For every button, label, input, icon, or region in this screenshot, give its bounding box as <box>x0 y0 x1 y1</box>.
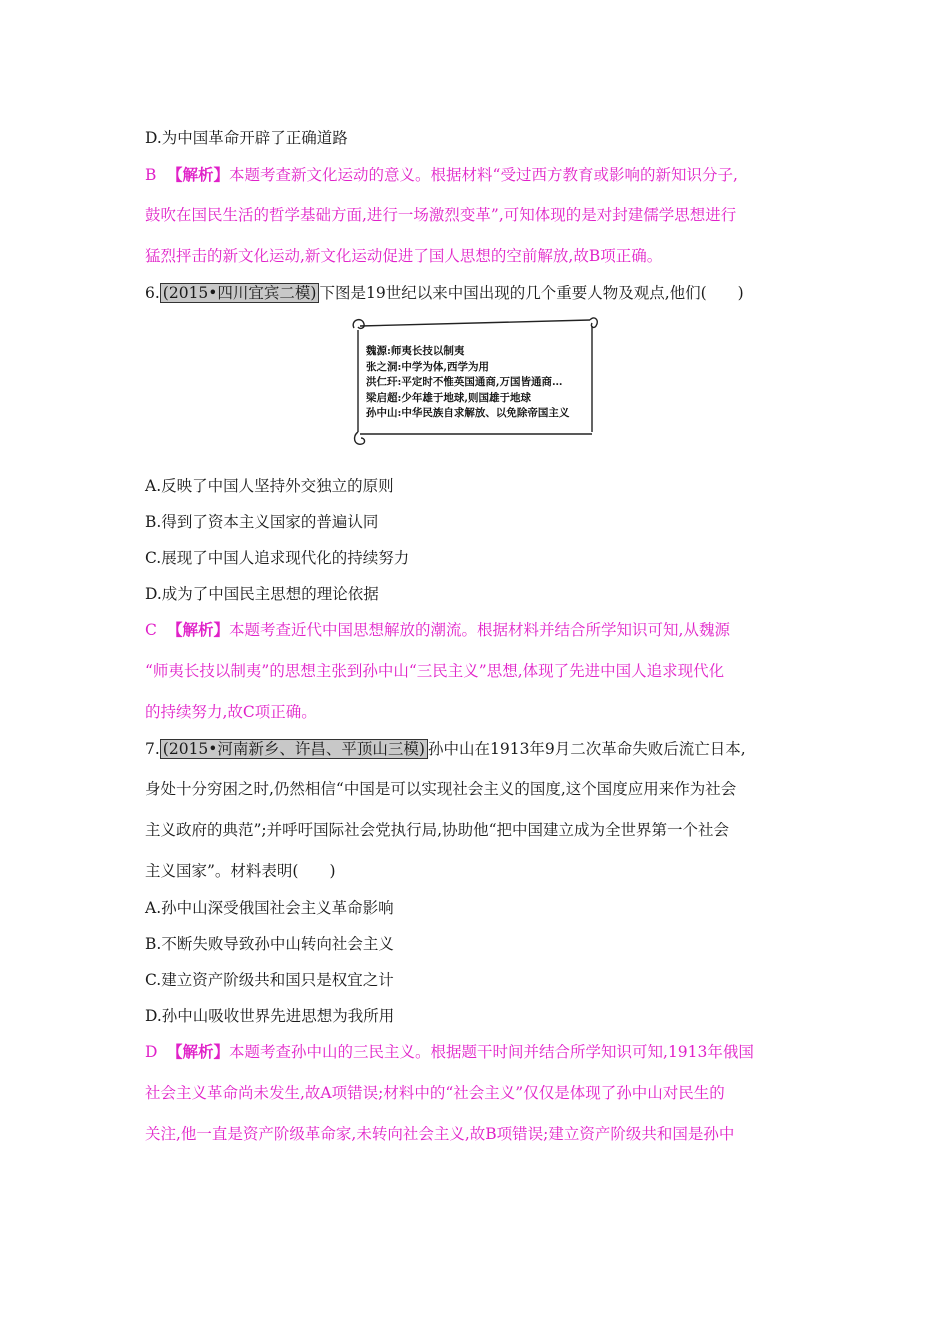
q6-analysis-line-3: 的持续努力,故C项正确。 <box>145 703 317 721</box>
q7-analysis-line-3: 关注,他一直是资产阶级革命家,未转向社会主义,故B项错误;建立资产阶级共和国是孙中 <box>145 1125 735 1143</box>
q6-option-a: A.反映了中国人坚持外交独立的原则 <box>145 477 394 495</box>
q6-option-b: B.得到了资本主义国家的普遍认同 <box>145 513 379 531</box>
q5-analysis-line-2: 鼓吹在国民生活的哲学基础方面,进行一场激烈变革”,可知体现的是对封建儒学思想进行 <box>145 206 737 224</box>
scroll-line-sunzhongshan: 孙中山:中华民族自求解放、以免除帝国主义 <box>366 407 570 420</box>
q5-option-d: D.为中国革命开辟了正确道路 <box>145 129 348 147</box>
scroll-line-zhangzhidong: 张之洞:中学为体,西学为用 <box>366 360 490 373</box>
scroll-figure <box>348 314 602 448</box>
q7-option-a: A.孙中山深受俄国社会主义革命影响 <box>145 899 394 917</box>
q7-number: 7. <box>145 740 160 758</box>
q7-option-d: D.孙中山吸收世界先进思想为我所用 <box>145 1007 395 1025</box>
q6-answer-letter: C <box>145 621 157 639</box>
q5-analysis-line-1 <box>145 165 738 185</box>
q7-stem-line-1 <box>145 739 746 759</box>
q7-answer-letter: D <box>145 1043 158 1061</box>
q6-option-c: C.展现了中国人追求现代化的持续努力 <box>145 549 410 567</box>
q6-stem <box>145 283 744 303</box>
q6-option-d: D.成为了中国民主思想的理论依据 <box>145 585 379 603</box>
q7-option-c: C.建立资产阶级共和国只是权宜之计 <box>145 971 394 989</box>
q5-analysis-label: 【解析】 <box>167 165 230 184</box>
q6-analysis-line-1 <box>145 620 730 640</box>
q6-source-tag: (2015•四川宜宾二模) <box>160 283 320 303</box>
q7-stem-text-1: 孙中山在1913年9月二次革命失败后流亡日本, <box>427 740 746 758</box>
q6-analysis-text-1: 本题考查近代中国思想解放的潮流。根据材料并结合所学知识可知,从魏源 <box>229 621 730 639</box>
q6-analysis-label: 【解析】 <box>167 620 230 639</box>
q7-analysis-label: 【解析】 <box>167 1042 230 1061</box>
scroll-line-liangqichao: 梁启超:少年雄于地球,则国雄于地球 <box>366 391 532 404</box>
q7-option-b: B.不断失败导致孙中山转向社会主义 <box>145 935 394 953</box>
q5-analysis-text-1: 本题考查新文化运动的意义。根据材料“受过西方教育或影响的新知识分子, <box>229 166 738 184</box>
q7-stem-line-2: 身处十分穷困之时,仍然相信“中国是可以实现社会主义的国度,这个国度应用来作为社会 <box>145 780 737 798</box>
q7-analysis-text-1: 本题考查孙中山的三民主义。根据题干时间并结合所学知识可知,1913年俄国 <box>229 1043 754 1061</box>
q7-analysis-line-1 <box>145 1042 754 1062</box>
q7-analysis-line-2: 社会主义革命尚未发生,故A项错误;材料中的“社会主义”仅仅是体现了孙中山对民生的 <box>145 1084 725 1102</box>
q6-analysis-line-2: “师夷长技以制夷”的思想主张到孙中山“三民主义”思想,体现了先进中国人追求现代化 <box>145 662 725 680</box>
scroll-line-weiyuan: 魏源:师夷长技以制夷 <box>366 345 465 357</box>
scroll-text <box>366 344 569 422</box>
q7-stem-line-4: 主义国家”。材料表明( ) <box>145 862 336 880</box>
q6-stem-text: 下图是19世纪以来中国出现的几个重要人物及观点,他们( ) <box>319 284 744 302</box>
scroll-line-hongrengan: 洪仁玕:平定时不惟英国通商,万国皆通商… <box>366 376 563 389</box>
q7-stem-line-3: 主义政府的典范”;并呼吁国际社会党执行局,协助他“把中国建立成为全世界第一个社会 <box>145 821 730 839</box>
q5-analysis-line-3: 猛烈抨击的新文化运动,新文化运动促进了国人思想的空前解放,故B项正确。 <box>145 247 663 265</box>
q7-source-tag: (2015•河南新乡、许昌、平顶山三模) <box>160 739 428 759</box>
q6-number: 6. <box>145 284 160 302</box>
q5-answer-letter: B <box>145 166 157 184</box>
